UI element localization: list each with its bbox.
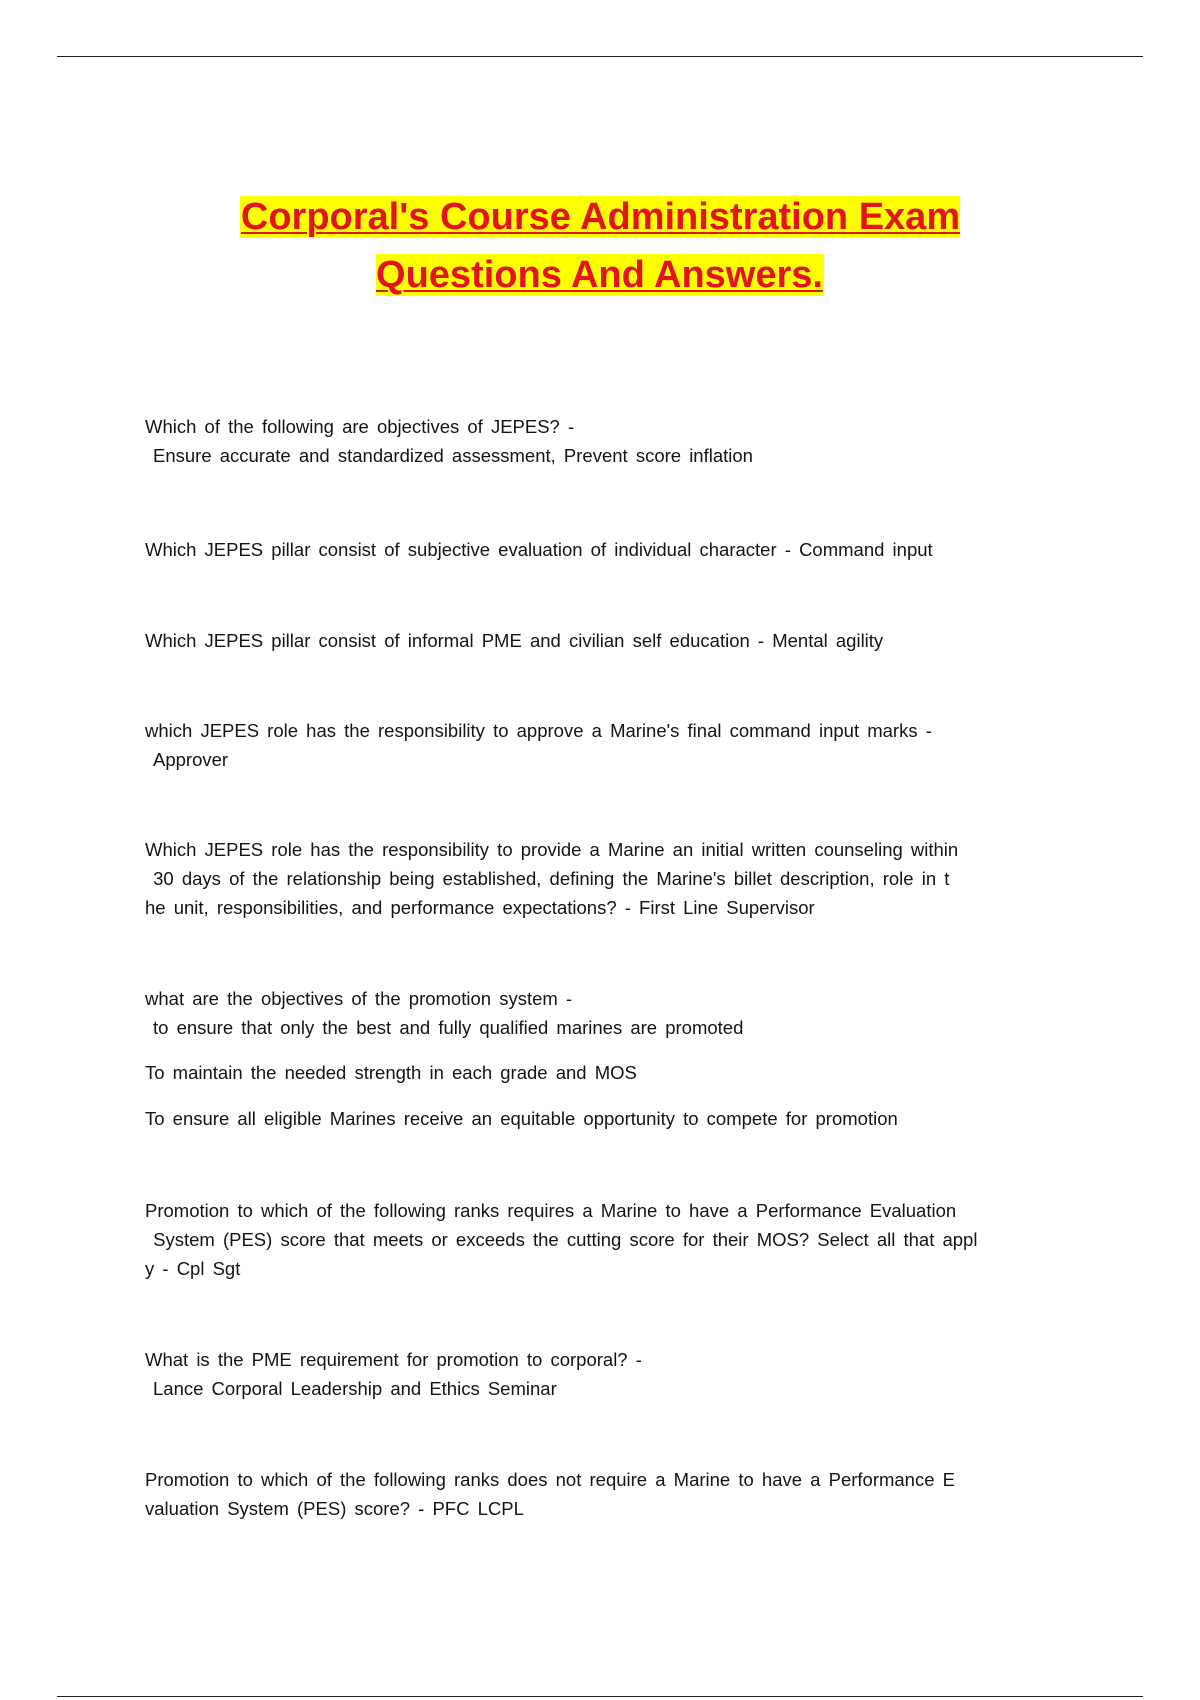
qa-text: Which JEPES pillar consist of subjective evaluation of individual character - Command input — [145, 539, 933, 560]
qa-line-2: 30 days of the relationship being established, defining the Marine's billet description, role in t — [145, 868, 950, 889]
qa-item-6 — [145, 984, 1055, 1042]
qa-item-7 — [145, 1196, 1055, 1283]
qa-text: Which JEPES pillar consist of informal PME and civilian self education - Mental agility — [145, 630, 884, 651]
qa-item-3 — [145, 626, 1055, 655]
qa-item-2 — [145, 535, 1055, 564]
qa-item-6-extra-2 — [145, 1104, 1055, 1133]
qa-item-5 — [145, 835, 1055, 922]
qa-line-2: valuation System (PES) score? - PFC LCPL — [145, 1498, 524, 1519]
footer-rule — [57, 1696, 1143, 1697]
question-text: which JEPES role has the responsibility to approve a Marine's final command input marks - — [145, 720, 932, 741]
document-title-text: Corporal's Course Administration Exam Questions And Answers. — [240, 196, 961, 296]
qa-line-1: Promotion to which of the following ranks requires a Marine to have a Performance Evaluation — [145, 1200, 957, 1221]
document-title — [145, 188, 1055, 304]
qa-line-2: System (PES) score that meets or exceeds the cutting score for their MOS? Select all that appl — [145, 1229, 978, 1250]
qa-line-3: y - Cpl Sgt — [145, 1258, 241, 1279]
qa-item-4 — [145, 716, 1055, 774]
header-rule — [57, 56, 1143, 57]
answer-line: To ensure all eligible Marines receive an equitable opportunity to compete for promotion — [145, 1108, 898, 1129]
answer-text: Lance Corporal Leadership and Ethics Seminar — [153, 1378, 557, 1399]
qa-item-8 — [145, 1345, 1055, 1403]
qa-line-3: he unit, responsibilities, and performance expectations? - First Line Supervisor — [145, 897, 815, 918]
question-text: what are the objectives of the promotion system - — [145, 988, 573, 1009]
question-text: Which of the following are objectives of JEPES? - — [145, 416, 575, 437]
answer-text: Ensure accurate and standardized assessment, Prevent score inflation — [153, 445, 753, 466]
answer-line: To maintain the needed strength in each grade and MOS — [145, 1062, 637, 1083]
qa-item-9 — [145, 1465, 1055, 1523]
qa-item-6-extra-1 — [145, 1058, 1055, 1087]
qa-line-1: Promotion to which of the following ranks does not require a Marine to have a Performance E — [145, 1469, 955, 1490]
question-text: What is the PME requirement for promotion to corporal? - — [145, 1349, 642, 1370]
qa-line-1: Which JEPES role has the responsibility to provide a Marine an initial written counseling within — [145, 839, 959, 860]
answer-text: to ensure that only the best and fully qualified marines are promoted — [153, 1017, 744, 1038]
answer-text: Approver — [153, 749, 229, 770]
qa-item-1 — [145, 412, 1055, 470]
